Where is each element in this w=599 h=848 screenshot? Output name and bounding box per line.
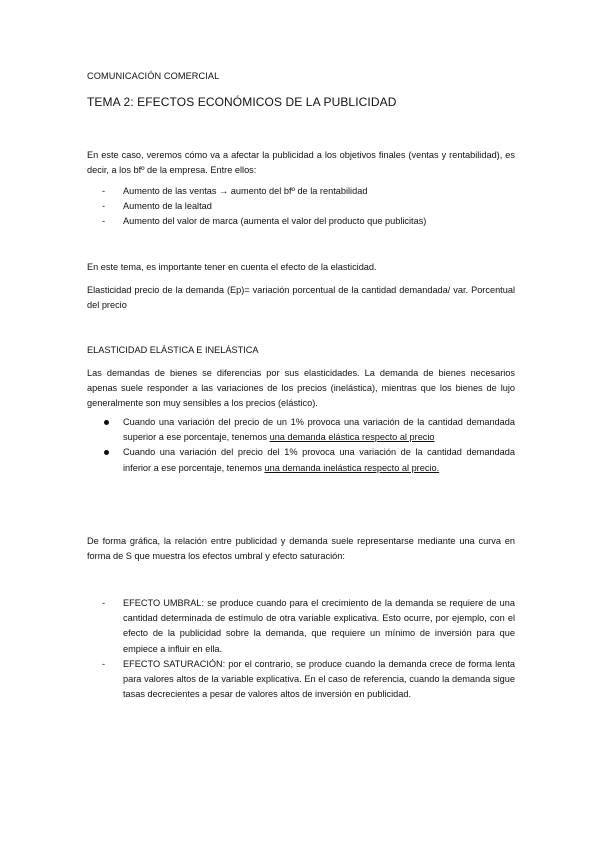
underlined-term: una demanda elástica respecto al precio	[269, 432, 435, 443]
course-label: COMUNICACIÓN COMERCIAL	[87, 71, 220, 81]
elasticity-definition: Elasticidad precio de la demanda (Ep)= variación porcentual de la cantidad demandada/ var. Porcentual del precio	[87, 285, 515, 311]
bullet-icon	[104, 450, 109, 455]
dash-marker: -	[102, 598, 106, 608]
elasticity-bullets	[87, 415, 515, 476]
list-item: - Aumento de la lealtad	[87, 199, 515, 214]
list-item: Cuando una variación del precio del 1% provoca una variación de la cantidad demandada inferior a ese porcentaje, tenemos una demanda inelástica respecto al precio.	[87, 445, 515, 475]
section-heading: ELASTICIDAD ELÁSTICA E INELÁSTICA	[87, 345, 259, 355]
list-item: - Aumento de las ventas → aumento del bfº de la rentabilidad	[87, 184, 515, 199]
section-paragraph: Las demandas de bienes se diferencias por sus elasticidades. La demanda de bienes necesarios apenas suele responder a las variaciones de los precios (inelástica), mientras que los bienes de lujo generalmente son muy sensibles a los precios (elástico).	[87, 368, 515, 409]
page-title: TEMA 2: EFECTOS ECONÓMICOS DE LA PUBLICIDAD	[87, 95, 397, 109]
list-item: - EFECTO UMBRAL: se produce cuando para el crecimiento de la demanda se requiere de una cantidad determinada de estímulo de otra variable explicativa. Esto ocurre, por ejemplo, con el efecto de la publicidad sobre la demanda, que requiere un mínimo de inversión para que empiece a influir en ella.	[102, 598, 515, 654]
dash-marker: -	[102, 658, 106, 669]
list-item: Cuando una variación del precio de un 1% provoca una variación de la cantidad demandada superior a ese porcentaje, tenemos una demanda elástica respecto al precio	[87, 415, 515, 445]
dash-marker: -	[102, 186, 106, 196]
effects-list	[87, 596, 515, 702]
list-item: - EFECTO SATURACIÓN: por el contrario, se produce cuando la demanda crece de forma lenta para valores altos de la variable explicativa. En el caso de referencia, cuando la demanda sigue tasas decrecientes a pesar de valores altos de inversión en publicidad.	[102, 658, 515, 700]
list-item: - Aumento del valor de marca (aumenta el valor del producto que publicitas)	[87, 214, 515, 229]
bullet-icon	[104, 420, 109, 425]
dash-marker: -	[102, 216, 106, 227]
graph-paragraph: De forma gráfica, la relación entre publicidad y demanda suele representarse mediante una curva en forma de S que muestra los efectos umbral y efecto saturación:	[87, 536, 515, 562]
intro-paragraph: En este caso, veremos cómo va a afectar la publicidad a los objetivos finales (ventas y rentabilidad), es decir, a los bfº de la empresa. Entre ellos:	[87, 150, 515, 176]
dash-marker: -	[102, 201, 106, 212]
underlined-term: una demanda inelástica respecto al precio.	[264, 462, 440, 473]
intro-list	[87, 184, 515, 230]
elasticity-intro: En este tema, es importante tener en cuenta el efecto de la elasticidad.	[87, 262, 377, 272]
